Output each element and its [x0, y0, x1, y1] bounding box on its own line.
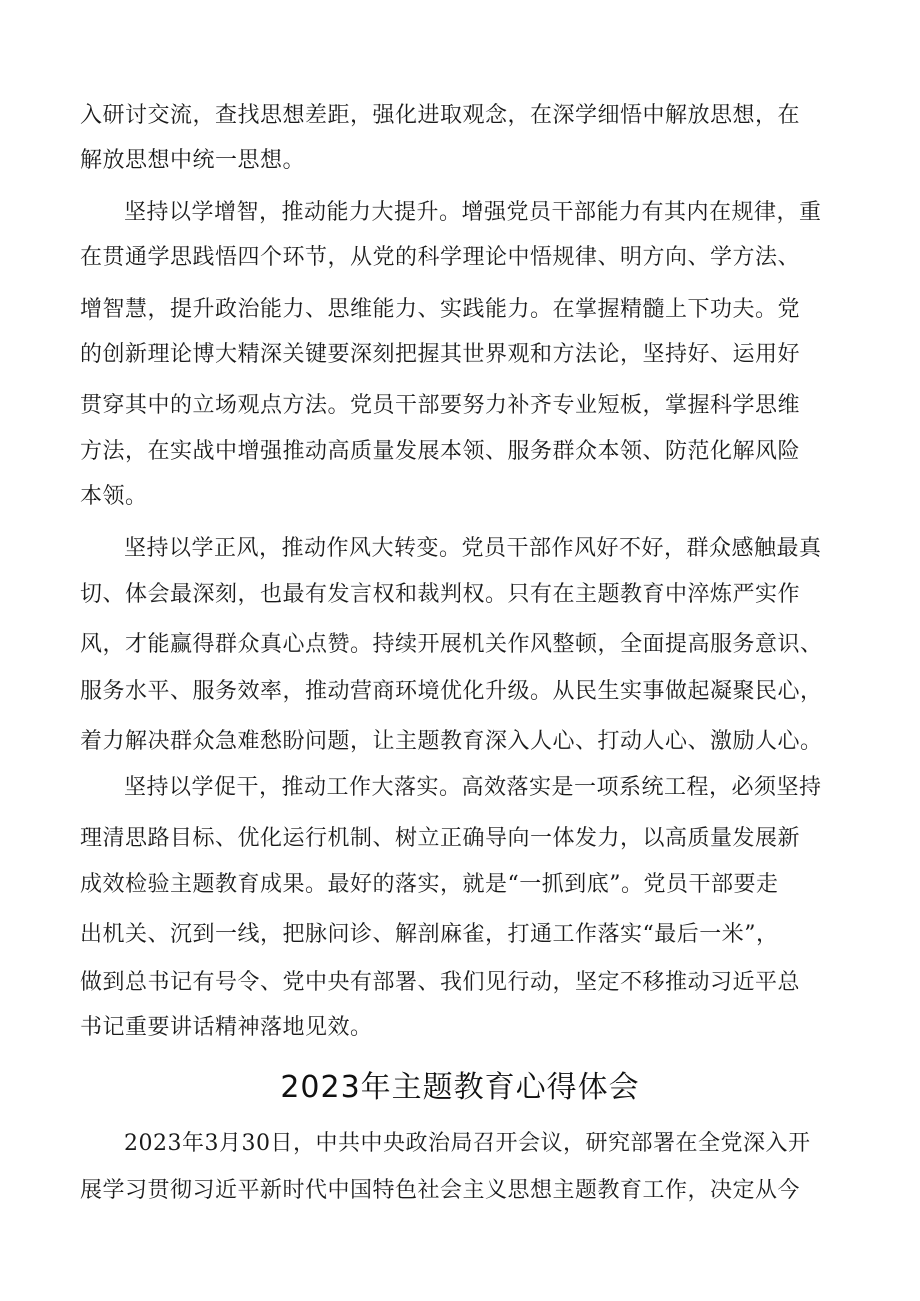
- text-line: 展学习贯彻习近平新时代中国特色社会主义思想主题教育工作，决定从今: [80, 1178, 801, 1203]
- paragraph-first-line: 2023年3月30日，中共中央政治局召开会议，研究部署在全党深入开: [124, 1131, 811, 1156]
- text-line: 做到总书记有号令、党中央有部署、我们见行动，坚定不移推动习近平总: [80, 970, 801, 995]
- text-line: 风，才能赢得群众真心点赞。持续开展机关作风整顿，全面提高服务意识、: [80, 632, 823, 657]
- text-line: 贯穿其中的立场观点方法。党员干部要努力补齐专业短板，掌握科学思维: [80, 393, 801, 418]
- text-line: 理清思路目标、优化运行机制、树立正确导向一体发力，以高质量发展新: [80, 826, 801, 851]
- text-line: 解放思想中统一思想。: [80, 148, 306, 173]
- paragraph-first-line: 坚持以学正风，推动作风大转变。党员干部作风好不好，群众感触最真: [124, 536, 822, 561]
- text-line: 在贯通学思践悟四个环节，从党的科学理论中悟规律、明方向、学方法、: [80, 245, 801, 270]
- section-title: 2023年主题教育心得体会: [280, 1070, 640, 1105]
- text-line: 出机关、沉到一线，把脉问诊、解剖麻雀，打通工作落实“最后一米”，: [80, 922, 779, 947]
- text-line: 切、体会最深刻，也最有发言权和裁判权。只有在主题教育中淬炼严实作: [80, 582, 801, 607]
- paragraph-first-line: 坚持以学增智，推动能力大提升。增强党员干部能力有其内在规律，重: [124, 200, 822, 225]
- text-line: 的创新理论博大精深关键要深刻把握其世界观和方法论，坚持好、运用好: [80, 342, 801, 367]
- text-line: 着力解决群众急难愁盼问题，让主题教育深入人心、打动人心、激励人心。: [80, 729, 823, 754]
- text-line: 成效检验主题教育成果。最好的落实，就是“一抓到底”。党员干部要走: [80, 872, 779, 897]
- text-line: 入研讨交流，查找思想差距，强化进取观念，在深学细悟中解放思想，在: [80, 103, 801, 128]
- text-line: 增智慧，提升政治能力、思维能力、实践能力。在掌握精髓上下功夫。党: [80, 297, 801, 322]
- paragraph-first-line: 坚持以学促干，推动工作大落实。高效落实是一项系统工程，必须坚持: [124, 775, 822, 800]
- text-line: 书记重要讲话精神落地见效。: [80, 1015, 373, 1040]
- text-line: 服务水平、服务效率，推动营商环境优化升级。从民生实事做起凝聚民心，: [80, 679, 823, 704]
- text-line: 本领。: [80, 484, 148, 509]
- text-line: 方法，在实战中增强推动高质量发展本领、服务群众本领、防范化解风险: [80, 439, 801, 464]
